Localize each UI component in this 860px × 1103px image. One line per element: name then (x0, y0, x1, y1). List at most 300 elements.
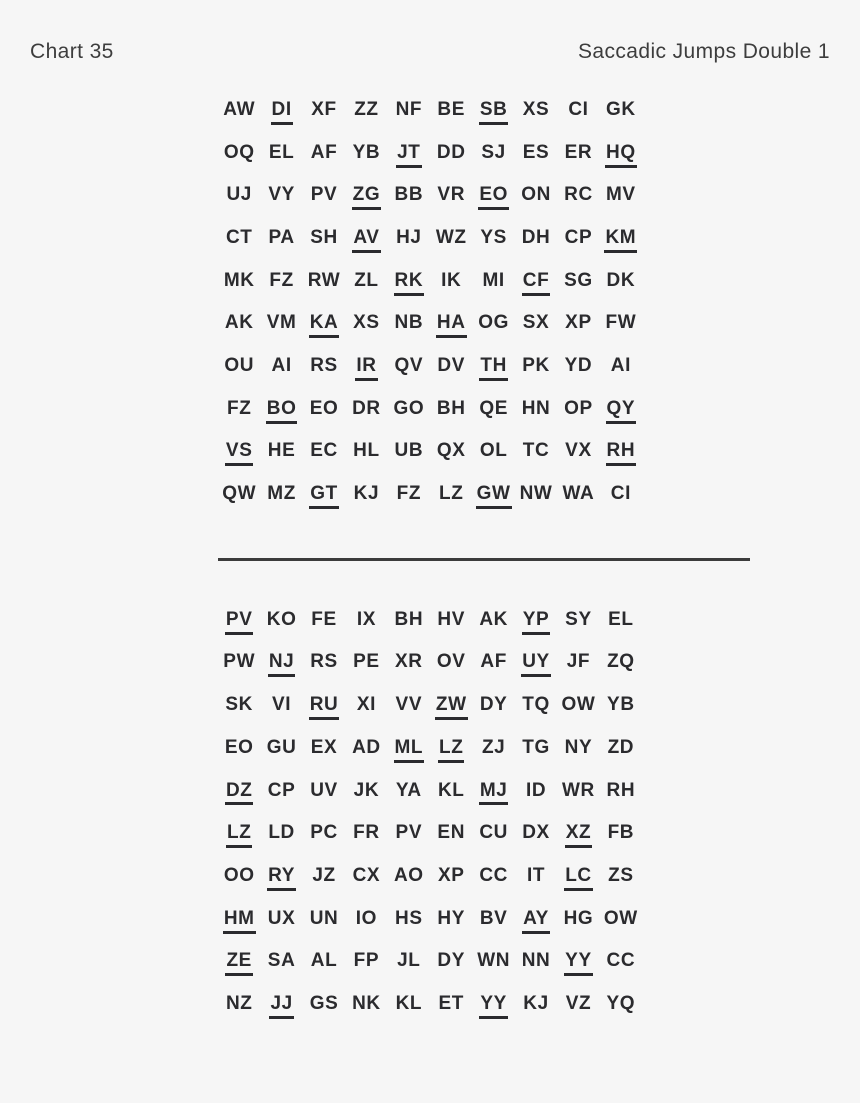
letter-pair-cell (218, 951, 260, 976)
letter-pair: XS (522, 98, 550, 120)
letter-pair: MZ (267, 483, 296, 505)
letter-pair-cell (388, 228, 430, 253)
letter-pair-cell (303, 399, 345, 424)
letter-pair-cell (388, 695, 430, 720)
letter-pair: BH (436, 397, 466, 419)
letter-pair-underlined: PV (225, 610, 254, 635)
letter-pair-cell (388, 866, 430, 891)
letter-pair-cell (303, 823, 345, 848)
letter-pair: AK (224, 312, 254, 334)
letter-pair: PA (268, 226, 295, 248)
pair-row (218, 262, 642, 305)
letter-pair-underlined: ZE (225, 951, 252, 976)
letter-pair-cell (388, 441, 430, 466)
letter-pair: OU (224, 355, 255, 376)
letter-pair: XR (395, 651, 423, 673)
pair-row (218, 304, 642, 347)
letter-pair: KO (266, 608, 297, 630)
letter-pair-cell (303, 185, 345, 210)
letter-pair: CX (352, 864, 381, 886)
letter-pair-underlined: LZ (226, 823, 252, 848)
letter-pair-cell (388, 271, 430, 296)
letter-pair-cell (345, 313, 387, 338)
letter-pair: RW (307, 269, 341, 291)
letter-pair-cell (260, 610, 302, 635)
letter-pair-underlined: JJ (269, 994, 293, 1019)
letter-pair-cell (345, 100, 387, 125)
letter-pair-cell (557, 994, 599, 1019)
letter-pair-cell (515, 484, 557, 509)
letter-pair-underlined: GT (309, 484, 339, 509)
letter-pair-cell (260, 185, 302, 210)
letter-pair-cell (303, 356, 345, 381)
letter-pair-cell (260, 313, 302, 338)
letter-pair: EL (608, 608, 634, 630)
letter-pair-cell (430, 185, 472, 210)
letter-pair-cell (345, 610, 387, 635)
letter-pair-cell (515, 652, 557, 677)
pair-row (218, 475, 642, 518)
letter-pair-cell (388, 652, 430, 677)
letter-pair-cell (260, 994, 302, 1019)
letter-pair-cell (260, 356, 302, 381)
letter-pair: DV (437, 355, 466, 376)
letter-pair-cell (303, 738, 345, 763)
letter-pair: YQ (606, 992, 636, 1014)
letter-pair-cell (600, 951, 642, 976)
letter-pair-cell (430, 909, 472, 934)
letter-pair: IT (527, 864, 546, 886)
letter-pair: DY (479, 694, 508, 716)
letter-pair-underlined: SB (479, 100, 509, 125)
letter-pair: KJ (523, 992, 549, 1014)
letter-pair-cell (472, 399, 514, 424)
letter-pair-cell (600, 185, 642, 210)
letter-pair: CP (564, 226, 593, 248)
letter-pair-cell (303, 143, 345, 168)
letter-pair: KJ (353, 483, 380, 505)
letter-pair-cell (557, 781, 599, 806)
letter-pair: JK (353, 779, 380, 801)
pair-row (218, 219, 642, 262)
letter-pair: CU (479, 822, 508, 844)
letter-pair: HG (563, 907, 594, 929)
letter-pair-cell (260, 866, 302, 891)
letter-pair: IK (441, 269, 462, 291)
letter-pair-cell (345, 781, 387, 806)
letter-pair: ZS (608, 864, 634, 886)
letter-pair: FZ (396, 483, 422, 505)
letter-pair-cell (557, 100, 599, 125)
letter-pair: FE (311, 608, 337, 630)
letter-pair-cell (472, 185, 514, 210)
letter-pair-cell (515, 823, 557, 848)
letter-pair-underlined: IR (355, 356, 377, 381)
letter-pair: HE (267, 440, 296, 462)
pair-row (218, 347, 642, 390)
letter-pair-cell (557, 695, 599, 720)
letter-pair-cell (388, 185, 430, 210)
letter-pair-cell (600, 484, 642, 509)
letter-pair: UX (267, 907, 296, 929)
letter-pair-cell (557, 484, 599, 509)
letter-pair-underlined: MJ (479, 781, 509, 806)
letter-pair-underlined: YP (522, 610, 551, 635)
letter-pair: QX (436, 440, 466, 462)
letter-pair: OP (564, 397, 593, 419)
letter-pair: CI (568, 98, 589, 120)
letter-pair-cell (218, 610, 260, 635)
pair-row (218, 942, 642, 985)
letter-pair: ZL (354, 269, 379, 291)
letter-pair: XI (356, 694, 376, 716)
letter-pair-cell (345, 484, 387, 509)
letter-pair-cell (260, 909, 302, 934)
letter-pair: JL (397, 950, 421, 972)
letter-pair-cell (303, 271, 345, 296)
letter-pair: WZ (435, 226, 467, 248)
letter-pair-cell (345, 823, 387, 848)
letter-pair: VY (268, 184, 295, 206)
letter-pair: EN (437, 822, 466, 844)
letter-pair-cell (515, 866, 557, 891)
letter-pair: FZ (269, 269, 294, 291)
letter-pair: UJ (226, 184, 252, 206)
letter-pair-cell (218, 484, 260, 509)
letter-pair: FZ (226, 397, 252, 419)
letter-pair: HJ (396, 226, 422, 248)
letter-pair-cell (515, 610, 557, 635)
letter-pair-cell (303, 909, 345, 934)
letter-pair-cell (345, 185, 387, 210)
letter-pair: ET (438, 992, 464, 1014)
letter-pair: DK (606, 269, 636, 291)
letter-pair: SK (225, 694, 253, 716)
letter-pair: AI (271, 355, 292, 376)
letter-pair-cell (430, 738, 472, 763)
letter-pair-cell (345, 738, 387, 763)
letter-pair-cell (218, 441, 260, 466)
letter-pair: ON (521, 184, 551, 206)
letter-pair-cell (472, 228, 514, 253)
letter-pair: LZ (439, 483, 464, 505)
letter-pair: NF (395, 98, 423, 120)
letter-pair-cell (218, 909, 260, 934)
letter-pair: YD (564, 355, 593, 376)
letter-pair-cell (515, 228, 557, 253)
letter-pair-cell (557, 228, 599, 253)
letter-pair: HY (437, 907, 466, 929)
letter-pair: EX (310, 736, 338, 758)
letter-pair-cell (303, 228, 345, 253)
letter-pair-cell (515, 185, 557, 210)
letter-pair: EC (310, 440, 338, 462)
letter-pair-cell (430, 866, 472, 891)
letter-pair-cell (345, 143, 387, 168)
letter-pair-cell (600, 271, 642, 296)
letter-pair: RC (564, 184, 593, 206)
letter-pair-cell (600, 399, 642, 424)
letter-pair-cell (260, 100, 302, 125)
letter-pair: UN (309, 907, 339, 929)
letter-pair: KL (437, 779, 465, 801)
letter-pair: NW (519, 483, 553, 505)
letter-pair-cell (260, 441, 302, 466)
letter-pair-cell (345, 399, 387, 424)
letter-pair-underlined: TH (479, 356, 508, 381)
letter-pair-underlined: EO (478, 185, 509, 210)
pair-row (218, 772, 642, 815)
letter-pair: OO (223, 864, 255, 886)
letter-pair: DX (522, 822, 550, 844)
letter-pair-cell (345, 271, 387, 296)
letter-pair-underlined: LC (564, 866, 593, 891)
letter-pair-cell (515, 399, 557, 424)
letter-pair-cell (218, 695, 260, 720)
letter-pair-cell (472, 781, 514, 806)
pair-row (218, 729, 642, 772)
pair-row (218, 644, 642, 687)
letter-pair: PK (522, 355, 550, 376)
letter-pair-cell (515, 100, 557, 125)
pair-row (218, 686, 642, 729)
letter-pair-cell (218, 738, 260, 763)
letter-pair: RS (310, 651, 338, 673)
letter-pair: VZ (565, 992, 592, 1014)
letter-pair-cell (430, 100, 472, 125)
letter-pair-cell (557, 909, 599, 934)
letter-pair: FW (605, 312, 637, 334)
letter-pair: XF (311, 98, 337, 120)
letter-pair-cell (557, 610, 599, 635)
letter-pair: ZQ (607, 651, 635, 673)
letter-pair-cell (303, 994, 345, 1019)
letter-pair-cell (557, 399, 599, 424)
letter-pair: QW (222, 483, 257, 505)
letter-pair-cell (557, 143, 599, 168)
letter-pair-cell (600, 610, 642, 635)
letter-pair-cell (260, 143, 302, 168)
letter-pair-cell (472, 909, 514, 934)
letter-pair-underlined: VS (225, 441, 254, 466)
letter-pair-underlined: KA (309, 313, 340, 338)
letter-pair-cell (303, 866, 345, 891)
letter-pair-cell (515, 143, 557, 168)
letter-pair-cell (345, 951, 387, 976)
letter-pair-cell (430, 695, 472, 720)
letter-pair-cell (345, 994, 387, 1019)
letter-pair-underlined: AV (352, 228, 380, 253)
letter-pair-cell (600, 100, 642, 125)
pair-row (218, 857, 642, 900)
letter-pair: AO (393, 864, 424, 886)
letter-pair-cell (260, 951, 302, 976)
letter-pair-cell (472, 823, 514, 848)
letter-pair-cell (430, 951, 472, 976)
letter-pair-cell (218, 143, 260, 168)
letter-pair: ES (522, 141, 550, 163)
letter-pair-underlined: YY (479, 994, 508, 1019)
letter-pair: ZZ (354, 98, 379, 120)
letter-pair-underlined: DZ (225, 781, 254, 806)
letter-pair: JF (566, 651, 591, 673)
letter-pair: WR (562, 779, 595, 801)
letter-pair: SY (565, 608, 592, 630)
letter-pair-cell (430, 228, 472, 253)
letter-pair-cell (388, 143, 430, 168)
letter-pair: PW (223, 651, 256, 673)
letter-pair: FR (353, 822, 380, 844)
letter-pair-cell (345, 909, 387, 934)
letter-pair-underlined: BO (266, 399, 298, 424)
letter-pair-cell (218, 866, 260, 891)
letter-pair: HN (521, 397, 551, 419)
letter-pair: IO (355, 907, 378, 929)
letter-pair-cell (388, 356, 430, 381)
letter-pair-cell (472, 652, 514, 677)
letter-pair: VI (272, 694, 292, 716)
letter-pair-cell (515, 951, 557, 976)
letter-pair-cell (557, 271, 599, 296)
letter-pair: AF (310, 141, 338, 163)
letter-pair: KL (395, 992, 423, 1014)
letter-pair-cell (218, 313, 260, 338)
letter-pair-cell (472, 994, 514, 1019)
letter-pair-cell (388, 951, 430, 976)
letter-pair-cell (388, 781, 430, 806)
letter-pair-underlined: ZG (352, 185, 382, 210)
letter-pair-cell (218, 356, 260, 381)
letter-pair: BE (437, 98, 466, 120)
letter-pair-cell (472, 441, 514, 466)
letter-pair: GO (393, 397, 425, 419)
letter-pair-cell (430, 271, 472, 296)
letter-pair-cell (218, 781, 260, 806)
letter-pair: MK (223, 269, 255, 291)
letter-pair-cell (345, 441, 387, 466)
letter-pair-cell (218, 994, 260, 1019)
letter-pair-cell (388, 738, 430, 763)
letter-pair-cell (472, 866, 514, 891)
letter-pair-cell (515, 695, 557, 720)
letter-pair: PE (353, 651, 380, 673)
letter-pair-cell (430, 441, 472, 466)
pair-row (218, 176, 642, 219)
letter-pair: VR (437, 184, 466, 206)
letter-pair-cell (303, 100, 345, 125)
pair-row (218, 601, 642, 644)
letter-pair-cell (430, 313, 472, 338)
letter-pair: JZ (312, 864, 336, 886)
letter-pair-cell (557, 185, 599, 210)
letter-pair-cell (388, 100, 430, 125)
letter-pair-cell (557, 441, 599, 466)
letter-pair: TG (522, 736, 550, 758)
letter-pair-cell (430, 143, 472, 168)
letter-pair: GU (266, 736, 297, 758)
letter-pair: NY (564, 736, 593, 758)
letter-pair: OV (436, 651, 466, 673)
letter-pair-cell (260, 271, 302, 296)
letter-pair: SH (310, 226, 338, 248)
letter-pair-cell (515, 909, 557, 934)
pair-section (218, 601, 642, 1028)
letter-pair-cell (472, 951, 514, 976)
letter-pair: AW (223, 98, 256, 120)
pair-section (218, 91, 642, 518)
letter-pair: NN (521, 950, 551, 972)
letter-pair-cell (388, 823, 430, 848)
letter-pair-cell (600, 866, 642, 891)
letter-pair: RS (310, 355, 338, 376)
letter-pair-underlined: HM (223, 909, 256, 934)
letter-pair: VX (565, 440, 592, 462)
letter-pair-cell (345, 652, 387, 677)
letter-pair: BB (394, 184, 424, 206)
letter-pair: HL (353, 440, 380, 462)
letter-pair: GK (606, 98, 636, 120)
letter-pair: ID (525, 779, 547, 801)
chart-number-label: Chart 35 (30, 40, 114, 63)
letter-pair-cell (515, 441, 557, 466)
letter-pair: EO (224, 736, 254, 758)
letter-pair: AF (480, 651, 507, 673)
letter-pair: NZ (225, 992, 253, 1014)
letter-pair-cell (600, 228, 642, 253)
letter-pair-underlined: AY (522, 909, 550, 934)
letter-pair: XP (437, 864, 465, 886)
letter-pair-cell (557, 738, 599, 763)
letter-pair: FP (353, 950, 380, 972)
letter-pair: OW (561, 694, 596, 716)
letter-pair-cell (515, 356, 557, 381)
letter-pair-cell (303, 313, 345, 338)
letter-pair-cell (557, 823, 599, 848)
letter-pair-cell (557, 866, 599, 891)
letter-pair-cell (260, 781, 302, 806)
letter-pair: CT (225, 226, 253, 248)
letter-pair-cell (600, 313, 642, 338)
section-divider (218, 558, 750, 561)
letter-pair-cell (515, 271, 557, 296)
letter-pair-underlined: RK (394, 271, 425, 296)
letter-pair: YB (607, 694, 635, 716)
letter-pair-cell (260, 652, 302, 677)
letter-pair: SG (564, 269, 593, 291)
letter-pair-cell (260, 695, 302, 720)
letter-pair: XS (353, 312, 380, 334)
pair-row (218, 900, 642, 943)
letter-pair-cell (260, 823, 302, 848)
letter-pair-cell (218, 823, 260, 848)
letter-pair: OG (478, 312, 510, 334)
letter-pair-cell (345, 866, 387, 891)
letter-pair: AD (352, 736, 381, 758)
letter-pair-underlined: GW (476, 484, 512, 509)
letter-pair-cell (557, 652, 599, 677)
letter-pair-cell (430, 823, 472, 848)
letter-pair-underlined: RH (606, 441, 637, 466)
letter-pair: MV (606, 184, 636, 206)
letter-pair-cell (388, 909, 430, 934)
letter-pair-cell (388, 610, 430, 635)
letter-pair: BH (394, 608, 424, 630)
letter-pair-cell (260, 228, 302, 253)
letter-pair-cell (260, 738, 302, 763)
letter-pair-cell (472, 271, 514, 296)
letter-pair: TC (522, 440, 550, 462)
letter-pair-cell (218, 399, 260, 424)
